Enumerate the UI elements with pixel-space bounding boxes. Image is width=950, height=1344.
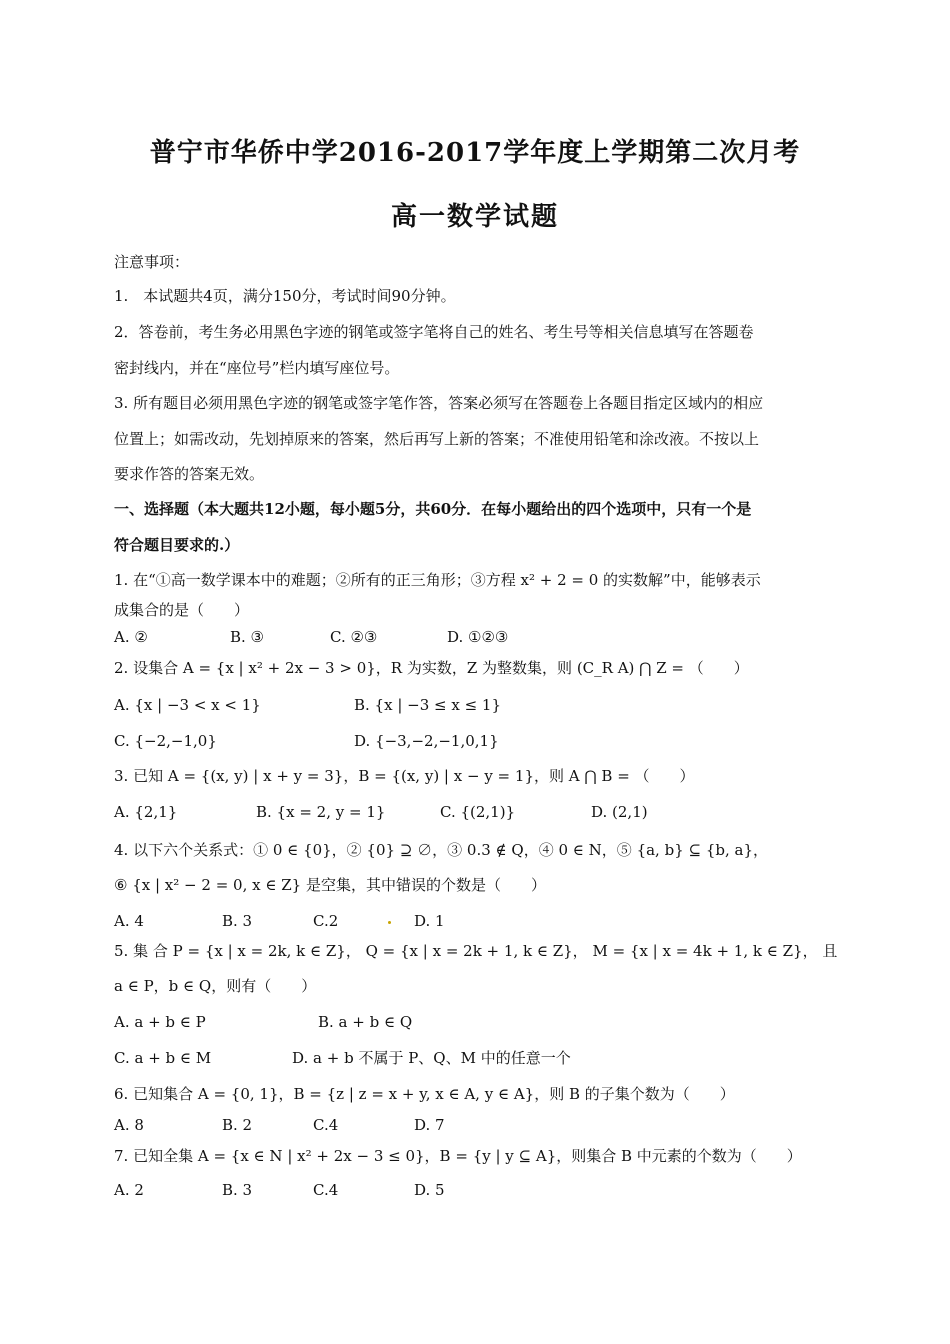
question-6-option-a: A. 8	[114, 1116, 144, 1134]
question-2-option-c: C. {−2,−1,0}	[114, 732, 217, 750]
question-1-option-c: C. ②③	[330, 628, 378, 646]
section-heading-line-2: 符合题目要求的.）	[114, 536, 240, 554]
question-5-option-c: C. a + b ∈ M	[114, 1049, 212, 1067]
notice-item-3-line-3: 要求作答的答案无效。	[114, 465, 265, 483]
notice-item-3-line-2: 位置上；如需改动，先划掉原来的答案，然后再写上新的答案；不准使用铅笔和涂改液。不按以上	[114, 430, 760, 448]
notice-heading: 注意事项：	[114, 253, 190, 271]
notice-item-1: 1. 本试题共4页，满分150分，考试时间90分钟。	[114, 287, 456, 305]
question-4-option-c: C.2	[313, 912, 339, 930]
question-1-option-d: D. ①②③	[447, 628, 509, 646]
question-3-option-a: A. {2,1}	[114, 803, 178, 821]
question-3-option-b: B. {x = 2, y = 1}	[256, 803, 386, 821]
question-2-option-b: B. {x | −3 ≤ x ≤ 1}	[354, 696, 502, 714]
question-2-option-a: A. {x | −3 < x < 1}	[114, 696, 261, 714]
question-4-option-a: A. 4	[114, 912, 144, 930]
question-6-option-b: B. 2	[222, 1116, 253, 1134]
question-7-option-a: A. 2	[114, 1181, 144, 1199]
question-4-option-d: D. 1	[414, 912, 445, 930]
question-1-line-2: 成集合的是（ ）	[114, 601, 250, 619]
notice-item-3-line-1: 3. 所有题目必须用黑色字迹的钢笔或签字笔作答，答案必须写在答题卷上各题目指定区域内的相应	[114, 394, 764, 412]
exam-title: 普宁市华侨中学2016-2017学年度上学期第二次月考	[149, 138, 801, 168]
question-3: 3. 已知 A = {(x, y) | x + y = 3}，B = {(x, y) | x − y = 1}，则 A ⋂ B = （ ）	[114, 767, 695, 785]
question-3-option-c: C. {(2,1)}	[440, 803, 516, 821]
question-1-option-b: B. ③	[230, 628, 265, 646]
question-2-option-d: D. {−3,−2,−1,0,1}	[354, 732, 499, 750]
question-5-option-a: A. a + b ∈ P	[114, 1013, 206, 1031]
question-5-option-b: B. a + b ∈ Q	[318, 1013, 413, 1031]
question-5-line-2: a ∈ P，b ∈ Q，则有（ ）	[114, 977, 317, 995]
question-5-line-1: 5. 集 合 P = {x | x = 2k, k ∈ Z}， Q = {x | x = 2k + 1, k ∈ Z}， M = {x | x = 4k + 1, k ∈ Z}， 且	[114, 942, 838, 960]
question-6: 6. 已知集合 A = {0, 1}，B = {z | z = x + y, x ∈ A, y ∈ A}，则 B 的子集个数为（ ）	[114, 1085, 735, 1103]
question-6-option-c: C.4	[313, 1116, 339, 1134]
question-7-option-d: D. 5	[414, 1181, 445, 1199]
question-6-option-d: D. 7	[414, 1116, 445, 1134]
question-4-option-b: B. 3	[222, 912, 253, 930]
exam-subtitle: 高一数学试题	[390, 202, 559, 232]
question-4-line-2: ⑥ {x | x² − 2 = 0, x ∈ Z} 是空集，其中错误的个数是（ ）	[114, 876, 546, 894]
question-1-line-1: 1. 在“①高一数学课本中的难题；②所有的正三角形；③方程 x² + 2 = 0 的实数解”中，能够表示	[114, 571, 761, 589]
question-7-option-b: B. 3	[222, 1181, 253, 1199]
question-4-line-1: 4. 以下六个关系式：① 0 ∈ {0}，② {0} ⊇ ∅，③ 0.3 ∉ Q，④ 0 ∈ N，⑤ {a, b} ⊆ {b, a}，	[114, 841, 769, 859]
notice-item-2-line-1: 2．答卷前，考生务必用黑色字迹的钢笔或签字笔将自己的姓名、考生号等相关信息填写在答题卷	[114, 323, 754, 341]
question-3-option-d: D. (2,1)	[591, 803, 648, 821]
question-2: 2. 设集合 A = {x | x² + 2x − 3 > 0}，R 为实数，Z 为整数集，则 (C_R A) ⋂ Z = （ ）	[114, 659, 749, 677]
section-heading-line-1: 一、选择题（本大题共12小题，每小题5分，共60分．在每小题给出的四个选项中，只有一个是	[114, 500, 752, 518]
question-1-option-a: A. ②	[114, 628, 148, 646]
stray-dot	[388, 921, 391, 924]
question-5-option-d: D. a + b 不属于 P、Q、M 中的任意一个	[292, 1049, 571, 1067]
question-7-option-c: C.4	[313, 1181, 339, 1199]
question-7: 7. 已知全集 A = {x ∈ N | x² + 2x − 3 ≤ 0}，B = {y | y ⊆ A}，则集合 B 中元素的个数为（ ）	[114, 1147, 802, 1165]
notice-item-2-line-2: 密封线内，并在“座位号”栏内填写座位号。	[114, 359, 400, 377]
